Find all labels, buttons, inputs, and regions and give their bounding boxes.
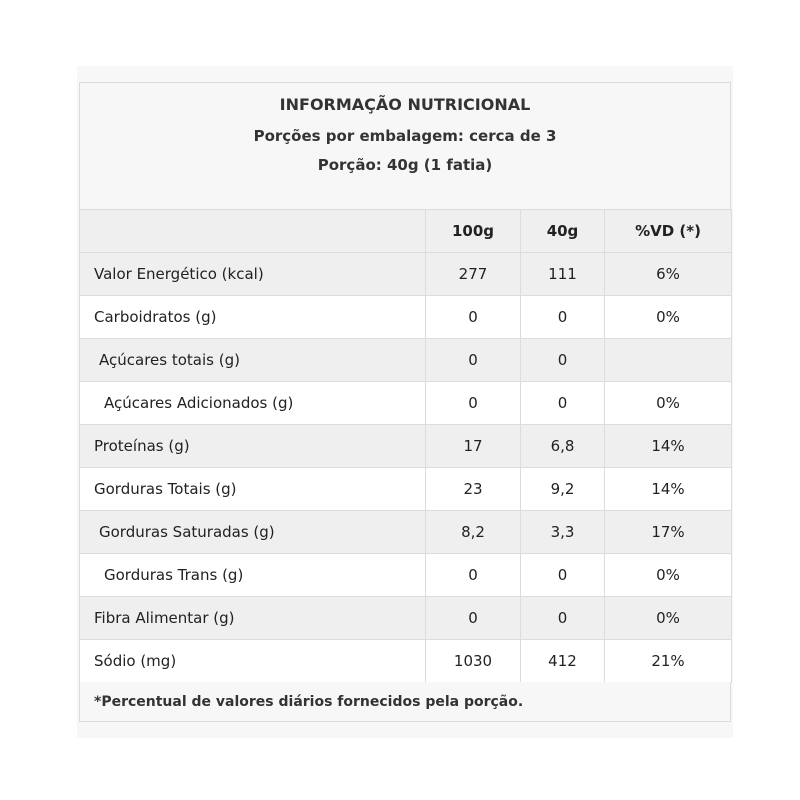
table-row: [80, 597, 732, 640]
nutrition-header: [79, 82, 731, 209]
value-vd: 0%: [605, 554, 732, 597]
table-row: [80, 511, 732, 554]
nutrient-label: Gorduras Saturadas (g): [80, 511, 426, 554]
value-40g: 0: [521, 296, 605, 339]
value-vd: 14%: [605, 425, 732, 468]
nutrient-label: Valor Energético (kcal): [80, 253, 426, 296]
value-100g: 0: [426, 554, 521, 597]
value-40g: 6,8: [521, 425, 605, 468]
value-vd: 0%: [605, 296, 732, 339]
nutrition-title: INFORMAÇÃO NUTRICIONAL: [279, 95, 531, 114]
value-40g: 0: [521, 554, 605, 597]
value-vd: 17%: [605, 511, 732, 554]
table-row: [80, 468, 732, 511]
value-100g: 1030: [426, 640, 521, 683]
value-100g: 0: [426, 296, 521, 339]
table-row: [80, 339, 732, 382]
value-40g: 9,2: [521, 468, 605, 511]
nutrient-label: Açúcares totais (g): [80, 339, 426, 382]
value-vd: 6%: [605, 253, 732, 296]
column-header-nutrient: [80, 210, 426, 253]
value-40g: 412: [521, 640, 605, 683]
table-row: [80, 554, 732, 597]
nutrient-label: Carboidratos (g): [80, 296, 426, 339]
value-40g: 3,3: [521, 511, 605, 554]
table-row: [80, 640, 732, 683]
portion-size: Porção: 40g (1 fatia): [317, 156, 493, 174]
nutrient-label: Gorduras Totais (g): [80, 468, 426, 511]
value-100g: 277: [426, 253, 521, 296]
nutrient-label: Proteínas (g): [80, 425, 426, 468]
table-row: [80, 382, 732, 425]
table-row: [80, 296, 732, 339]
value-40g: 0: [521, 382, 605, 425]
value-100g: 0: [426, 382, 521, 425]
value-100g: 8,2: [426, 511, 521, 554]
value-vd: 0%: [605, 597, 732, 640]
nutrient-label: Gorduras Trans (g): [80, 554, 426, 597]
nutrient-label: Fibra Alimentar (g): [80, 597, 426, 640]
nutrient-label: Açúcares Adicionados (g): [80, 382, 426, 425]
column-header-40g: 40g: [521, 210, 605, 253]
value-vd: [605, 339, 732, 382]
value-vd: 14%: [605, 468, 732, 511]
nutrient-label: Sódio (mg): [80, 640, 426, 683]
footnote: *Percentual de valores diários fornecidos pela porção.: [79, 682, 731, 722]
column-header-vd: %VD (*): [605, 210, 732, 253]
value-100g: 17: [426, 425, 521, 468]
table-row: [80, 253, 732, 296]
value-100g: 23: [426, 468, 521, 511]
table-row: [80, 425, 732, 468]
value-vd: 0%: [605, 382, 732, 425]
value-40g: 0: [521, 597, 605, 640]
servings-per-package: Porções por embalagem: cerca de 3: [253, 127, 557, 145]
table-header-row: [80, 210, 732, 253]
value-40g: 0: [521, 339, 605, 382]
column-header-100g: 100g: [426, 210, 521, 253]
value-100g: 0: [426, 339, 521, 382]
nutrition-table: [79, 209, 732, 683]
value-vd: 21%: [605, 640, 732, 683]
value-100g: 0: [426, 597, 521, 640]
value-40g: 111: [521, 253, 605, 296]
